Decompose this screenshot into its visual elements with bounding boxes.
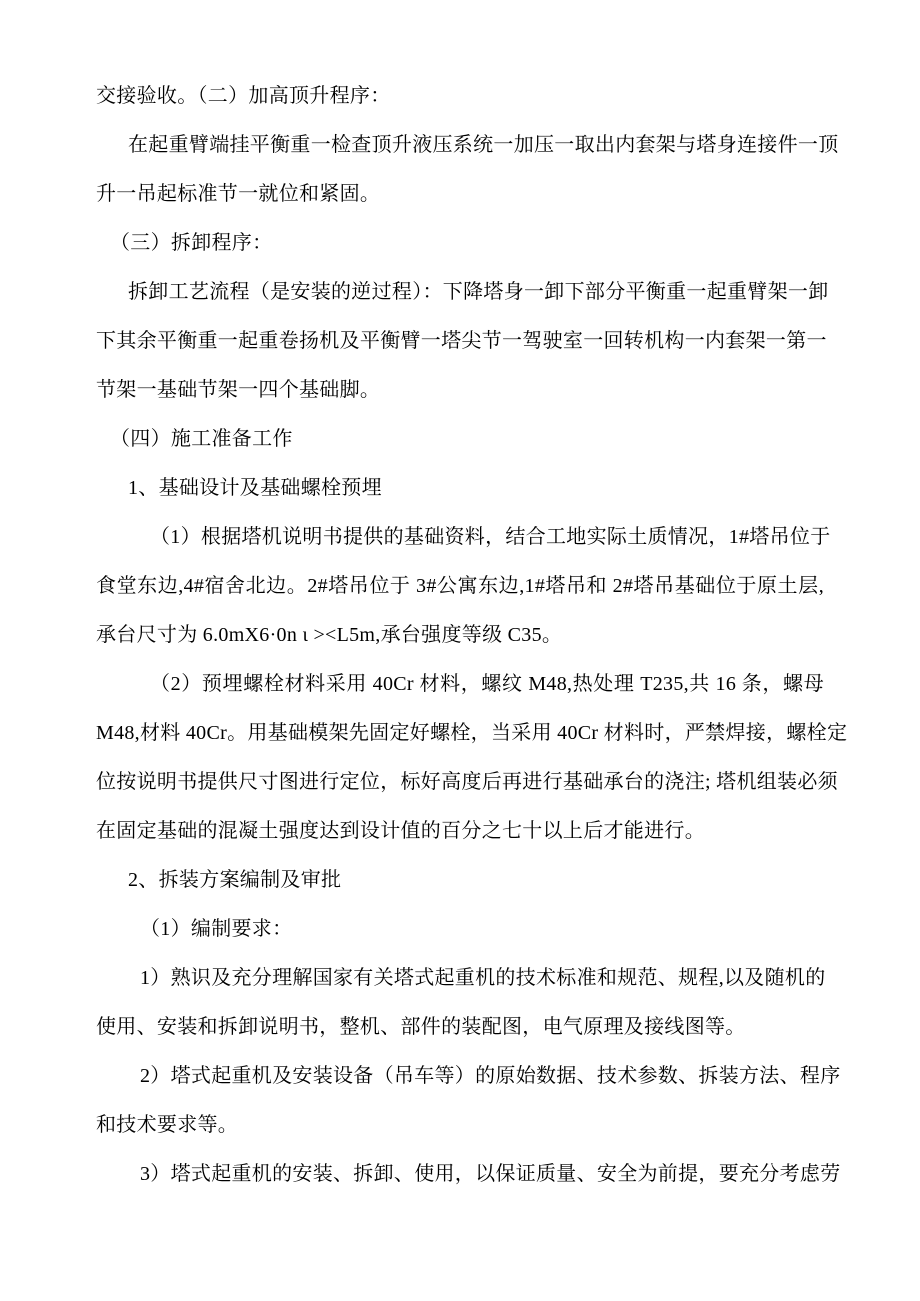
list-item-heading: 2、拆装方案编制及审批 <box>128 869 342 891</box>
text-line: 升一吊起标准节一就位和紧固。 <box>96 183 381 205</box>
text-line: 承台尺寸为 6.0mX6·0n ι ><L5m,承台强度等级 C35。 <box>96 624 563 646</box>
text-line: 交接验收。（二）加高顶升程序： <box>96 85 391 107</box>
text-line: 食堂东边,4#宿舍北边。2#塔吊位于 3#公寓东边,1#塔吊和 2#塔吊基础位于原土层, <box>96 575 824 597</box>
text-line: 3）塔式起重机的安装、拆卸、使用，以保证质量、安全为前提，要充分考虑劳 <box>140 1163 841 1185</box>
text-line: 1）熟识及充分理解国家有关塔式起重机的技术标准和规范、规程,以及随机的 <box>140 967 826 989</box>
text-line: M48,材料 40Cr。用基础模架先固定好螺栓，当采用 40Cr 材料时，严禁焊接，螺栓定 <box>96 722 848 744</box>
text-line: 拆卸工艺流程（是安装的逆过程）：下降塔身一卸下部分平衡重一起重臂架一卸 <box>128 281 829 303</box>
text-line: 2）塔式起重机及安装设备（吊车等）的原始数据、技术参数、拆装方法、程序 <box>140 1065 841 1087</box>
text-line: 位按说明书提供尺寸图进行定位，标好高度后再进行基础承台的浇注; 塔机组装必须 <box>96 771 838 793</box>
section-heading: （四）施工准备工作 <box>110 428 293 450</box>
text-line: 使用、安装和拆卸说明书，整机、部件的装配图，电气原理及接线图等。 <box>96 1016 746 1038</box>
text-line: 在固定基础的混凝土强度达到设计值的百分之七十以上后才能进行。 <box>96 820 705 842</box>
text-line: 下其余平衡重一起重卷扬机及平衡臂一塔尖节一驾驶室一回转机构一内套架一第一 <box>96 330 827 352</box>
list-item-heading: （1）编制要求： <box>140 918 293 940</box>
text-line: 在起重臂端挂平衡重一检查顶升液压系统一加压一取出内套架与塔身连接件一顶 <box>128 134 839 156</box>
text-line: 节架一基础节架一四个基础脚。 <box>96 379 381 401</box>
section-heading: （三）拆卸程序： <box>110 232 273 254</box>
text-line: 和技术要求等。 <box>96 1114 239 1136</box>
text-line: （2）预埋螺栓材料采用 40Cr 材料，螺纹 M48,热处理 T235,共 16 条，螺母 <box>150 673 824 695</box>
text-line: （1）根据塔机说明书提供的基础资料，结合工地实际土质情况，1#塔吊位于 <box>150 526 831 548</box>
list-item-heading: 1、基础设计及基础螺栓预埋 <box>128 477 382 499</box>
